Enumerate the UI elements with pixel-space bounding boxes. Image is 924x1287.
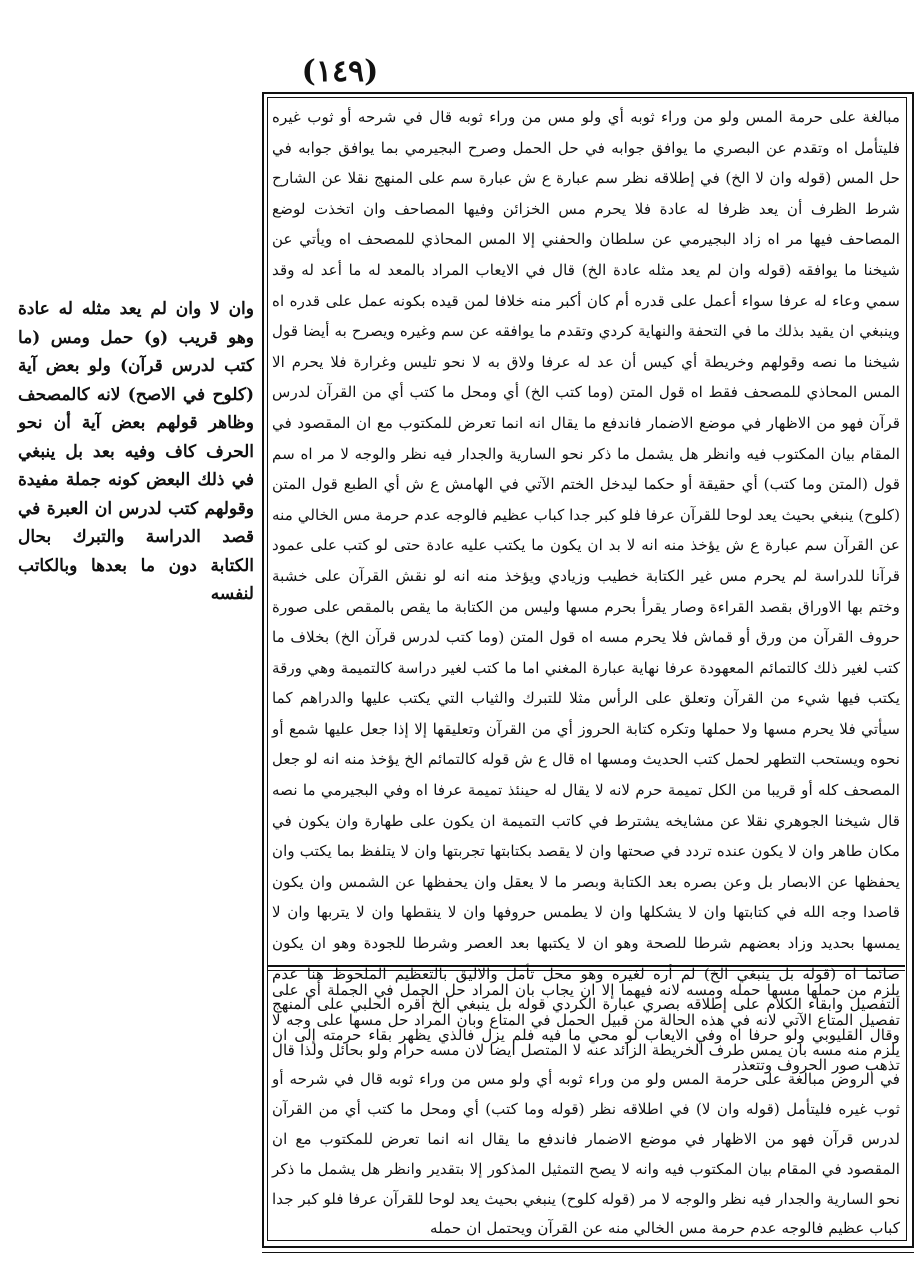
margin-matn-text: وان لا وان لم يعد مثله له عادة وهو قريب (و) حمل ومس (ما كتب لدرس قرآن) ولو بعض آية (كلوح في الاصح) لانه كالمصحف وظاهر قولهم بعض آية أن نحو الحرف كاف وفيه بعد بل ينبغي في ذلك البعض كونه جملة مفيدة وقولهم كتب لدرس ان العبرة في قصد الدراسة والتبرك بحال الكتابة دون ما بعدها وبالكاتب لنفسه: [18, 299, 254, 604]
page-number: (١٤٩): [301, 54, 379, 89]
bottom-rule: [262, 1252, 914, 1253]
footnote-commentary-text: يلزم من حملها مسها حمله ومسه لانه فيهما إلا ان يجاب بان المراد حل الحمل في الجملة أي على تفصيل المتاع الآتي لانه في هذه الحالة من قبيل الحمل في المتاع وبان المراد حل مسها على وجه لا يلزم منه مسه بان يمس طرف الخريطة الزائد عنه لا المتصل ايضا لان مسه حرام ولو بحائل ولذا قال في الروض مبالغة على حرمة المس ولو من وراء ثوبه أي ولو مس من وراء ثوبه قال في شرحه أو ثوب غيره فليتأمل (قوله وان لا) في اطلاقه نظر (قوله وما كتب) أي ومحل ما كتب أي من القرآن لدرس قرآن فهو من الاظهار في موضع الاضمار فاندفع ما يقال انه انما تعرض للمكتوب مع ان المقصود في المقام بيان المكتوب فيه وانه لا يصح التمثيل المذكور إلا بتقدير وانظر هل يشمل ما ذكر نحو السارية والجدار فيه نظر والوجه لا مر (قوله كلوح) ينبغي بحيث يعد لوحا للقرآن عرفا فلو كبر جدا كباب عظيم فالوجه عدم حرمة مس الخالي منه عن القرآن ويحتمل ان حمله: [272, 981, 900, 1238]
section-divider: [267, 965, 905, 967]
section-divider-thin: [267, 970, 905, 971]
main-commentary-text: مبالغة على حرمة المس ولو من وراء ثوبه أي ولو مس من وراء ثوبه قال في شرحه أو ثوب غيره فليتأمل اه وتقدم عن البصري ما يوافق جوابه في حل الحمل وصرح البجيرمي بما يوافق جوابه في حل المس (قوله وان لا الخ) في إطلاقه نظر سم عبارة ع ش عبارة سم على المنهج نقلا عن الشارح شرط الظرف أن يعد ظرفا له عادة فلا يحرم مس الخزائن وفيها المصاحف وان اتخذت لوضع المصاحف فيها مر اه زاد البجيرمي عن سلطان والحفني إلا المس المحاذي للمصحف اه ويأتي عن شيخنا ما يوافقه (قوله وان لم يعد مثله عادة الخ) قال في الايعاب المراد بالمعد له ما أعد له وقد سمي وعاء له عرفا سواء أعمل على قدره أم كان أكبر منه خلافا لمن قيده بكونه عمل على قدره اه وينبغي ان يقيد بذلك ما في التحفة والنهاية كردي وتقدم ما يوافقه عن سم وغيره ويصرح به أيضا قول شيخنا ما نصه وقولهم وخريطة أي كيس أن عد له عرفا ولاق به لا نحو تليس وغرارة فلا يحرم الا المس المحاذي للمصحف فقط اه قول المتن (وما كتب الخ) أي ومحل ما كتب أي من القرآن لدرس قرآن فهو من الاظهار في موضع الاضمار فاندفع ما يقال انه انما تعرض للمكتوب مع ان المقصود في المقام بيان المكتوب فيه وانظر هل يشمل ما ذكر نحو السارية والجدار فيه نظر والوجه لا مر اه سم قول (المتن وما كتب) أي حقيقة أو حكما ليدخل الختم الآتي في الهامش ع ش أي الطبع قول المتن (كلوح) ينبغي بحيث يعد لوحا للقرآن عرفا فلو كبر جدا كباب عظيم فالوجه عدم حرمة مس الخالي منه عن القرآن سم عبارة ع ش يؤخذ منه انه لا بد ان يكون ما يكتب عليه عادة حتى لو كتب على عمود قرآنا للدراسة لم يحرم مس غير الكتابة خطيب وزيادي ويؤخذ منه انه لو نقش القرآن على خشبة وختم بها الاوراق بقصد القراءة وصار يقرأ بحرم مسها وليس من الكتابة ما يقص بالمقص على صورة حروف القرآن من ورق أو قماش فلا يحرم مسه اه قول المتن (وما كتب لدرس قرآن الخ) بخلاف ما كتب لغير ذلك كالتمائم المعهودة عرفا نهاية عبارة المغني اما ما كتب لغير دراسة كالتميمة وهي ورقة يكتب فيها شيء من القرآن وتعلق على الرأس مثلا للتبرك والثياب التي يكتب عليها والدراهم كما سيأتي فلا يحرم مسها ولا حملها وتكره كتابة الحروز أي من القرآن وتعليقها إلا إذا جعل عليها شمع أو نحوه ويستحب التطهر لحمل كتب الحديث ومسها اه قال ع ش قوله كالتمائم الخ يؤخذ منه انه لو جعل المصحف كله أو قريبا من الكل تميمة حرم لانه لا يقال له حينئذ تميمة عرفا اه وفي البجيرمي ما نصه قال شيخنا الجوهري نقلا عن مشايخه يشترط في كاتب التميمة ان يكون على طهارة وان يكون في مكان طاهر وان لا يكون عنده تردد في صحتها وان لا يقصد بكتابتها تجربتها وان لا يتلفظ بما يكتب وان يحفظها عن الابصار بل وعن بصره بعد الكتابة وبصر ما لا يعقل وان يحفظها عن الشمس وان يكون قاصدا وجه الله في كتابتها وان لا يشكلها وان لا يطمس حروفها وان لا ينقطها وان لا يتربها وان لا يمسها بحديد وزاد بعضهم شرطا للصحة وهو ان لا يكتبها بعد العصر وشرطا للجودة وهو ان يكون صائما اه (قوله بل ينبغي الخ) لم أره لغيره وهو محل تأمل والاليق بالتعظيم الملحوظ هنا عدم التفصيل وابقاء الكلام على إطلاقه بصري عبارة الكردي قوله بل ينبغي الخ أقره الحلبي على المنهج وقال القليوبي ولو حرفا اه وفي الايعاب لو محي ما فيه فلم يزل فالذي يظهر بقاء حرمته إلى ان تذهب صور الحروف وتتعذر: [272, 108, 900, 1075]
